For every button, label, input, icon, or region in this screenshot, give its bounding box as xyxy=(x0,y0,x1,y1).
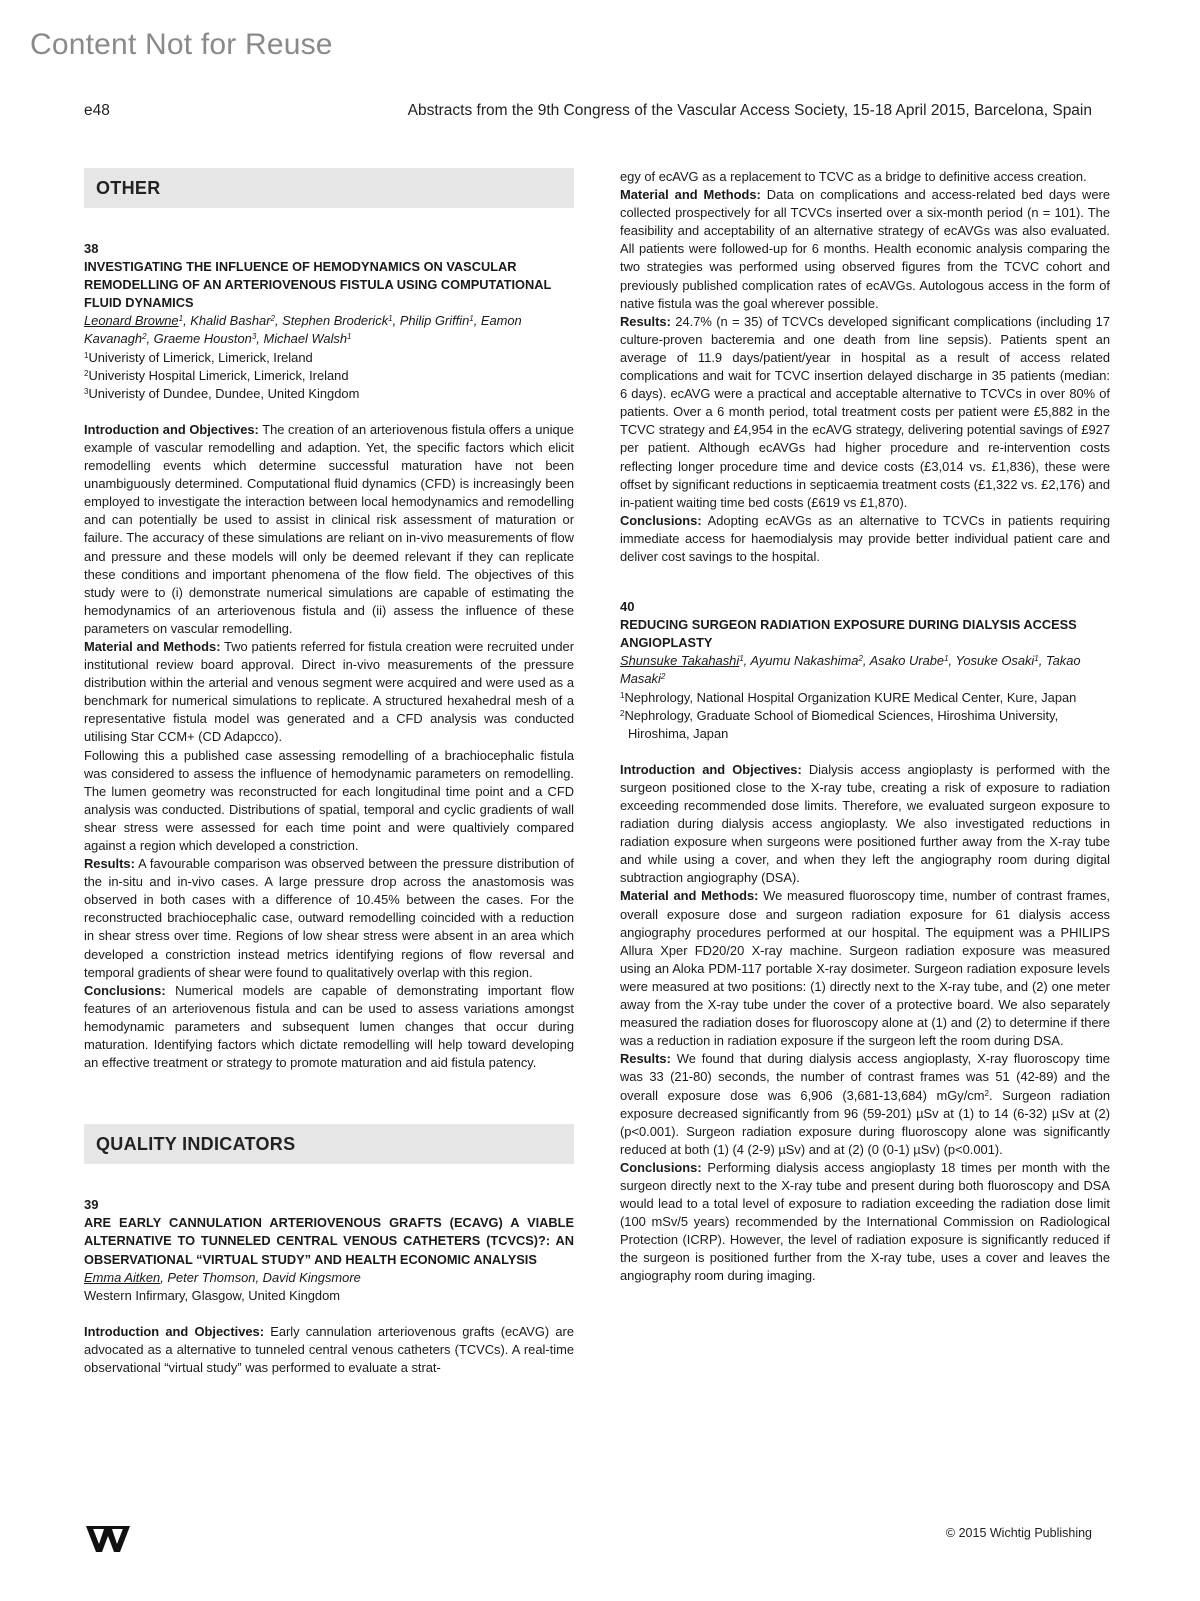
watermark: Content Not for Reuse xyxy=(30,28,333,61)
affiliation xyxy=(84,349,574,367)
conclusions-text: Adopting ecAVGs as an alternative to TCVCs in patients requiring immediate access for haemodialysis may provide better individual patient care and deliver cost savings to the hospital. xyxy=(620,512,1110,564)
affiliation xyxy=(620,689,1110,707)
author: , Peter Thomson, David Kingsmore xyxy=(160,1269,361,1285)
author: , Yosuke Osaki xyxy=(948,653,1035,669)
affil-sup: 2 xyxy=(858,654,863,664)
results-text-a: We found that during dialysis access angioplasty, X-ray fluoroscopy time was 33 (21-80) seconds, the number of contrast frames was 51 (42-89) and the overall exposure dose was 6,906 (3,681-13,684) mGy/cm xyxy=(620,1051,1110,1103)
author: , Graeme Houston xyxy=(146,331,252,347)
methods-paragraph-2: Following this a published case assessing remodelling of a brachiocephalic fistula was considered to assess the influence of hemodynamic parameters on remodelling. The lumen geometry was reconstructed for each longitudinal time point and a CFD analysis was conducted. Distributions of spatial, temporal and cyclic gradients of wall shear stress were assessed for each time point and were qualtiviely compared against a region which developed a constriction. xyxy=(84,747,574,853)
author: , Ayumu Nakashima xyxy=(743,653,859,669)
intro-paragraph xyxy=(84,1323,574,1377)
methods-text: We measured fluoroscopy time, number of contrast frames, overall exposure dose and surgeon radiation exposure for 61 dialysis access angiography procedures performed at our hospital. The equipment was a PHILIPS Allura Xper FD20/20 X-ray machine. Surgeon radiation exposure was measured using an Aloka PDM-117 portable X-ray dosimeter. Surgeon radiation exposure levels were measured at two positions: (1) directly next to the X-ray tube, and (2) one meter away from the X-ray tube under the cover of a protective board. We also separately measured the radiation doses for fluoroscopy alone at (1) and (2) to determine if there was a reduction in radiation exposure if the surgeon left the room during DSA. xyxy=(620,888,1110,1049)
journal-title: Abstracts from the 9th Congress of the Vascular Access Society, 15-18 April 2015, Barcelona, Spain xyxy=(407,102,1092,119)
affiliation xyxy=(620,707,1110,743)
methods-label: Material and Methods: xyxy=(84,638,221,654)
affil-sup: 1 xyxy=(388,314,393,324)
presenting-author: Emma Aitken xyxy=(84,1269,161,1285)
results-paragraph xyxy=(620,1050,1110,1159)
intro-text: Early cannulation arteriovenous grafts (ecAVG) are advocated as a alternative to tunneled central venous catheters (TCVCs). A real-time observational “virtual study” was performed to evaluate a strat- xyxy=(84,1323,574,1375)
abstract-title: INVESTIGATING THE INFLUENCE OF HEMODYNAMICS ON VASCULAR REMODELLING OF AN ARTERIOVENOUS FISTULA USING COMPUTATIONAL FLUID DYNAMICS xyxy=(84,259,552,311)
methods-text: Data on complications and access-related bed days were collected prospectively for all TCVCs inserted over a six-month period (n = 101). The feasibility and acceptability of an alternative strategy of ecAVGs was also evaluated. All patients were followed-up for 6 months. Health economic analysis comparing the two strategies was performed using observed figures from the TCVC cohort and previously published complication rates of ecAVGs. Autologous access in the form of native fistula was the goal wherever possible. xyxy=(620,187,1110,311)
author: , Takao Masaki xyxy=(620,653,1081,687)
affil-sup: 1 xyxy=(739,654,744,664)
abstract-title: REDUCING SURGEON RADIATION EXPOSURE DURING DIALYSIS ACCESS ANGIOPLASTY xyxy=(620,617,1077,651)
results-text: 24.7% (n = 35) of TCVCs developed significant complications (including 17 culture-proven bacteremia and one death from line sepsis). Patients spent an average of 11.9 days/patient/year in hospital as a result of access related complications and wait for TCVC insertion delayed discharge in 35 patients (median: 6 days). ecAVG were a practical and acceptable alternative to TCVCs in over 80% of patients. Over a 6 month period, total treatment costs per patient were £5,882 in the TCVC strategy and £4,954 in the ecAVG strategy, delivering potential savings of £927 per patient. Although ecAVGs had higher procedure and re-intervention costs reflecting longer procedure time and device costs (£3,014 vs. £1,836), these were offset by significant reductions in septicaemia treatment costs (£1,322 vs. £2,176) and in-patient waiting time bed costs (£619 vs £1,870). xyxy=(620,313,1110,510)
conclusions-text: Numerical models are capable of demonstrating important flow features of an arteriovenous fistula and can be used to assess variations amongst hemodynamic parameters and subsequent lumen changes that occur during maturation. Identifying factors which dictate remodelling will help toward developing an effective treatment or strategy to promote maturation and aid fistula patency. xyxy=(84,982,574,1071)
intro-text: Dialysis access angioplasty is performed with the surgeon positioned close to the X-ray tube, creating a risk of exposure to radiation exceeding recommended dose limits. Therefore, we evaluated surgeon exposure to radiation during dialysis access angioplasty. We also investigated reductions in radiation exposure when surgeons were positioned further away from the X-ray tube and while using a cover, and when they left the angiography room during digital subtraction angiography (DSA). xyxy=(620,761,1110,886)
results-text: A favourable comparison was observed between the pressure distribution of the in-situ and in-vivo cases. A large pressure drop across the anastomosis was observed in both cases with a difference of 10.45% between the cases. For the reconstructed brachiocephalic case, outward remodelling coincided with a reduction in shear stress over time. Regions of low shear stress were absent in an area which developed a constriction instead metrics identifying regions of flow reversal and temporal gradients of shear were found to qualitatively overlap with this region. xyxy=(84,856,574,980)
affiliation-text: Univeristy of Limerick, Limerick, Ireland xyxy=(88,349,313,365)
affil-sup: 1 xyxy=(469,314,474,324)
methods-paragraph xyxy=(620,186,1110,313)
affil-sup: 3 xyxy=(84,386,89,396)
author: , Khalid Bashar xyxy=(183,313,271,329)
conclusions-label: Conclusions: xyxy=(84,982,166,998)
abstract-38 xyxy=(84,240,574,1072)
abstract-40 xyxy=(620,598,1110,1285)
affiliation-text: Nephrology, National Hospital Organization KURE Medical Center, Kure, Japan xyxy=(624,689,1077,705)
affil-sup: 3 xyxy=(251,332,257,342)
methods-label: Material and Methods: xyxy=(620,888,759,904)
methods-paragraph xyxy=(620,887,1110,1050)
right-column xyxy=(620,168,1110,1286)
affiliation: Western Infirmary, Glasgow, United Kingdom xyxy=(84,1287,341,1303)
intro-label: Introduction and Objectives: xyxy=(84,1323,264,1339)
affil-sup: 1 xyxy=(178,314,184,324)
affiliation-list xyxy=(620,689,1110,743)
affiliation-text: Univeristy Hospital Limerick, Limerick, Ireland xyxy=(88,367,349,383)
abstract-number: 39 xyxy=(84,1197,99,1213)
section-heading-quality-indicators: QUALITY INDICATORS xyxy=(84,1124,574,1164)
page-number: e48 xyxy=(84,102,110,119)
intro-paragraph xyxy=(620,761,1110,888)
intro-paragraph xyxy=(84,421,574,638)
abstract-39 xyxy=(84,1196,574,1377)
author: , Philip Griffin xyxy=(392,313,470,329)
conclusions-label: Conclusions: xyxy=(620,512,702,528)
conclusions-paragraph xyxy=(620,1159,1110,1286)
conclusions-label: Conclusions: xyxy=(620,1159,702,1175)
affiliation-text: Univeristy of Dundee, Dundee, United Kingdom xyxy=(88,385,360,401)
abstract-title: ARE EARLY CANNULATION ARTERIOVENOUS GRAFTS (ECAVG) A VIABLE ALTERNATIVE TO TUNNELED CENTRAL VENOUS CATHETERS (TCVCS)?: AN OBSERVATIONAL “VIRTUAL STUDY” AND HEALTH ECONOMIC ANALYSIS xyxy=(84,1215,574,1267)
affiliation-list xyxy=(84,349,574,403)
results-text-b: . Surgeon radiation exposure decreased significantly from 96 (59-201) µSv at (1) to 14 (6-32) µSv at (2) (p<0.001). Surgeon radiation exposure during fluoroscopy alone was significantly reduced at both (1) (4 (2-9) µSv) and at (2) (0 (0-1) µSv) (p<0.001). xyxy=(620,1087,1110,1157)
methods-paragraph xyxy=(84,638,574,747)
abstract-number: 38 xyxy=(84,241,99,256)
presenting-author: Leonard Browne xyxy=(84,313,179,329)
results-label: Results: xyxy=(620,1051,671,1067)
left-column xyxy=(84,168,574,1377)
intro-label: Introduction and Objectives: xyxy=(620,761,802,777)
affil-sup: 1 xyxy=(347,332,352,342)
author: , Asako Urabe xyxy=(862,653,945,669)
author-list xyxy=(620,652,1110,688)
conclusions-text: Performing dialysis access angioplasty 18 times per month with the surgeon directly next to the X-ray tube and present during both fluoroscopy and DSA would lead to a total level of exposure to radiation exceeding the radiation dose limit (100 mSv/5 years) recommended by the International Commission on Radiological Protection (ICRP). However, the level of radiation exposure is significantly reduced if the surgeon is positioned further from the X-ray tube, uses a cover and leaves the angiography room during imaging. xyxy=(620,1159,1110,1284)
intro-continued: egy of ecAVG as a replacement to TCVC as a bridge to definitive access creation. xyxy=(620,169,1087,184)
affil-sup: 1 xyxy=(944,654,949,664)
author: , Eamon Kavanagh xyxy=(84,313,522,347)
affiliation xyxy=(84,367,574,385)
abstract-39-continued xyxy=(620,168,1110,566)
affil-sup: 2 xyxy=(142,332,147,342)
affil-sup: 2 xyxy=(270,314,275,324)
author-list xyxy=(84,1269,574,1287)
presenting-author: Shunsuke Takahashi xyxy=(620,653,740,669)
author-list xyxy=(84,312,574,348)
intro-label: Introduction and Objectives: xyxy=(84,421,259,437)
author: , Michael Walsh xyxy=(256,331,348,347)
author: , Stephen Broderick xyxy=(274,313,389,329)
affil-sup: 2 xyxy=(620,708,625,718)
abstract-number: 40 xyxy=(620,599,635,615)
results-paragraph xyxy=(620,313,1110,512)
methods-label: Material and Methods: xyxy=(620,187,761,203)
copyright: © 2015 Wichtig Publishing xyxy=(945,1526,1092,1540)
affil-sup: 1 xyxy=(84,350,89,360)
affil-sup: 2 xyxy=(660,672,666,682)
results-label: Results: xyxy=(84,856,135,872)
affiliation xyxy=(84,385,574,403)
conclusions-paragraph xyxy=(84,982,574,1072)
affiliation-text: Nephrology, Graduate School of Biomedical Sciences, Hiroshima University, Hiroshima, Japan xyxy=(624,707,1059,741)
section-heading-other: OTHER xyxy=(84,168,574,208)
wichtig-logo-icon xyxy=(84,1522,132,1556)
intro-text: The creation of an arteriovenous fistula offers a unique example of vascular remodelling and adaption. Yet, the specific factors which elicit remodelling events which determine successful maturation have not been unambiguously determined. Computational fluid dynamics (CFD) is increasingly been employed to investigate the interaction between local hemodynamics and remodelling and can potentially be used to assist in clinical risk assessment of maturation or failure. The accuracy of these simulations are reliant on in-vivo measurements of flow and pressure and these models will only be deemed relevant if they can replicate these conditions and important phenomena of the flow field. The objectives of this study were to (i) demonstrate numerical simulations are capable of estimating the hemodynamics of an arteriovenous fistula and (ii) assess the influence of these parameters on vascular remodelling. xyxy=(84,421,574,636)
superscript: 2 xyxy=(984,1088,989,1098)
conclusions-paragraph xyxy=(620,512,1110,566)
methods-text: Two patients referred for fistula creation were recruited under institutional review board approval. Direct in-vivo measurements of the pressure distribution within the arterial and venous segment were acquired and were used as a benchmark for numerical simulations to replicate. A structured hexahedral mesh of a representative fistula model was generated and a CFD analysis was conducted utilising Star CCM+ (CD Adapcco). xyxy=(84,638,574,745)
affil-sup: 1 xyxy=(620,690,625,700)
results-paragraph xyxy=(84,855,574,982)
affil-sup: 1 xyxy=(1034,654,1039,664)
results-label: Results: xyxy=(620,313,671,329)
running-head xyxy=(84,102,1092,120)
affil-sup: 2 xyxy=(84,368,89,378)
